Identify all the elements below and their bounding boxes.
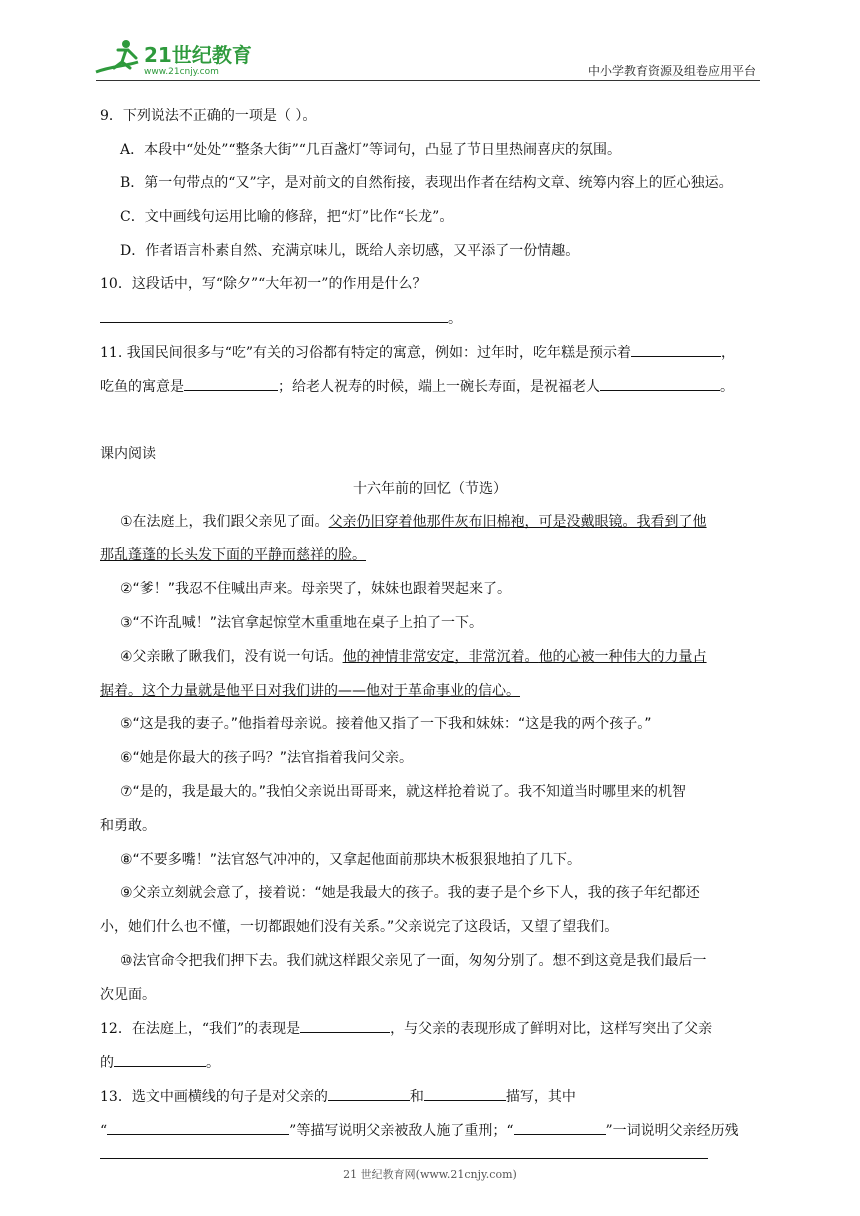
site-logo: [92, 36, 262, 80]
passage-title: 十六年前的回忆（节选）: [353, 481, 507, 497]
q9-stem: 9．下列说法不正确的一项是（ ）。: [100, 108, 317, 124]
q10-answer-line: 。: [100, 308, 462, 329]
q10-stem: 10．这段话中，写“除夕”“大年初一”的作用是什么？: [100, 276, 427, 292]
q9-option-c: C．文中画线句运用比喻的修辞，把“灯”比作“长龙”。: [120, 209, 454, 225]
passage-p4-line1: ④父亲瞅了瞅我们，没有说一句话。他的神情非常安定，非常沉着。他的心被一种伟大的力量占: [120, 649, 707, 665]
q13-blank-4[interactable]: [514, 1120, 606, 1135]
passage-p1-line2: 那乱蓬蓬的长头发下面的平静而慈祥的脸。: [100, 547, 366, 563]
q12-blank-1[interactable]: [300, 1018, 390, 1033]
passage-p6: ⑥“她是你最大的孩子吗？”法官指着我问父亲。: [120, 750, 414, 766]
q9-option-a: A．本段中“处处”“整条大街”“几百盏灯”等词句，凸显了节日里热闹喜庆的氛围。: [120, 142, 622, 158]
passage-p4-line2: 据着。这个力量就是他平日对我们讲的——他对于革命事业的信心。: [100, 683, 520, 699]
q12-line2: 的 。: [100, 1052, 220, 1073]
q12-line1: 12．在法庭上，“我们”的表现是 ，与父亲的表现形成了鲜明对比，这样写突出了父亲: [100, 1018, 712, 1039]
passage-p8: ⑧“不要多嘴！”法官怒气冲冲的，又拿起他面前那块木板狠狠地拍了几下。: [120, 852, 582, 868]
section-heading: 课内阅读: [100, 446, 156, 462]
passage-p7-line2: 和勇敢。: [100, 818, 156, 834]
q9-option-b: B．第一句带点的“又”字，是对前文的自然衔接，表现出作者在结构文章、统筹内容上的匠心独运。: [120, 175, 733, 191]
q11-blank-1[interactable]: [631, 342, 721, 357]
q13-blank-1[interactable]: [328, 1086, 410, 1101]
q11-blank-3[interactable]: [600, 376, 720, 391]
logo-url-text: www.21cnjy.com: [144, 67, 219, 77]
q11-line1: 11. 我国民间很多与“吃”有关的习俗都有特定的寓意，例如：过年时，吃年糕是预示着 ，: [100, 342, 735, 363]
q11-line2: 吃鱼的寓意是 ；给老人祝寿的时候，端上一碗长寿面，是祝福老人 。: [100, 376, 734, 397]
logo-main-text: 21世纪教育: [144, 43, 252, 67]
q9-option-d: D．作者语言朴素自然、充满京味儿，既给人亲切感，又平添了一份情趣。: [120, 243, 580, 259]
passage-p10-line2: 次见面。: [100, 987, 156, 1003]
q13-blank-2[interactable]: [424, 1086, 506, 1101]
passage-p1-line1: ①在法庭上，我们跟父亲见了面。父亲仍旧穿着他那件灰布旧棉袍，可是没戴眼镜。我看到了他: [120, 514, 707, 530]
header-platform-text: 中小学教育资源及组卷应用平台: [587, 64, 756, 78]
footer-divider: [100, 1158, 708, 1159]
passage-p2: ②“爹！”我忍不住喊出声来。母亲哭了，妹妹也跟着哭起来了。: [120, 581, 512, 597]
passage-p3: ③“不许乱喊！”法官拿起惊堂木重重地在桌子上拍了一下。: [120, 615, 484, 631]
passage-p7-line1: ⑦“是的，我是最大的。”我怕父亲说出哥哥来，就这样抢着说了。我不知道当时哪里来的机智: [120, 784, 687, 800]
passage-p5: ⑤“这是我的妻子。”他指着母亲说。接着他又指了一下我和妹妹：“这是我的两个孩子。”: [120, 716, 652, 732]
footer-text: 21 世纪教育网(www.21cnjy.com): [343, 1168, 517, 1181]
passage-p10-line1: ⑩法官命令把我们押下去。我们就这样跟父亲见了一面，匆匆分别了。想不到这竟是我们最后一: [120, 953, 707, 969]
q12-blank-2[interactable]: [114, 1052, 206, 1067]
q13-line2: “ ”等描写说明父亲被敌人施了重刑；“ ”一词说明父亲经历残: [100, 1120, 739, 1141]
passage-p9-line1: ⑨父亲立刻就会意了，接着说：“她是我最大的孩子。我的妻子是个乡下人，我的孩子年纪都还: [120, 885, 700, 901]
q11-blank-2[interactable]: [184, 376, 278, 391]
q10-blank[interactable]: [100, 308, 448, 323]
passage-p9-line2: 小，她们什么也不懂，一切都跟她们没有关系。”父亲说完了这段话，又望了望我们。: [100, 919, 619, 935]
header-divider: [96, 80, 760, 81]
q13-blank-3[interactable]: [107, 1120, 289, 1135]
q13-line1: 13．选文中画横线的句子是对父亲的 和 描写，其中: [100, 1086, 576, 1107]
